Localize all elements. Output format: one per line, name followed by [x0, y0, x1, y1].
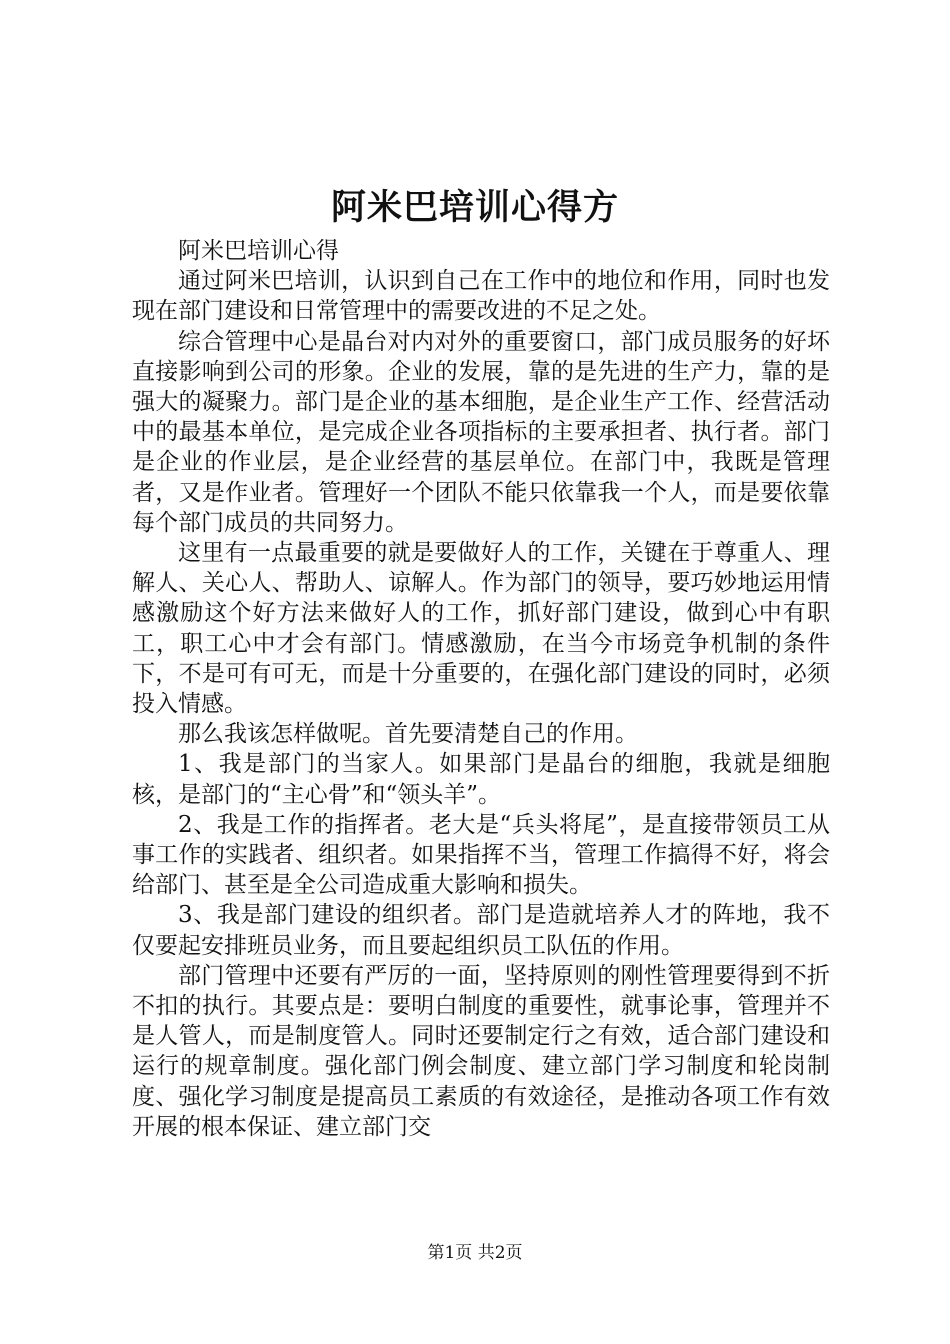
- document-title: 阿米巴培训心得方: [330, 187, 619, 228]
- document-body: [132, 236, 830, 1142]
- page-footer: 第1页 共2页: [427, 1243, 523, 1263]
- paragraph: 部门管理中还要有严厉的一面，坚持原则的刚性管理要得到不折不扣的执行。其要点是：要明白制度的重要性，就事论事，管理并不是人管人，而是制度管人。同时还要制定行之有效，适合部门建设和运行的规章制度。强化部门例会制度、建立部门学习制度和轮岗制度、强化学习制度是提高员工素质的有效途径，是推动各项工作有效开展的根本保证、建立部门交: [132, 962, 830, 1140]
- paragraph: 综合管理中心是晶台对内对外的重要窗口，部门成员服务的好坏直接影响到公司的形象。企业的发展，靠的是先进的生产力，靠的是强大的凝聚力。部门是企业的基本细胞，是企业生产工作、经营活动中的最基本单位，是完成企业各项指标的主要承担者、执行者。部门是企业的作业层，是企业经营的基层单位。在部门中，我既是管理者，又是作业者。管理好一个团队不能只依靠我一个人，而是要依靠每个部门成员的共同努力。: [132, 328, 830, 536]
- paragraph-subtitle: 阿米巴培训心得: [178, 238, 339, 264]
- paragraph: 这里有一点最重要的就是要做好人的工作，关键在于尊重人、理解人、关心人、帮助人、谅解人。作为部门的领导，要巧妙地运用情感激励这个好方法来做好人的工作，抓好部门建设，做到心中有职工，职工心中才会有部门。情感激励，在当今市场竞争机制的条件下，不是可有可无，而是十分重要的，在强化部门建设的同时，必须投入情感。: [132, 540, 830, 718]
- list-item: 3、我是部门建设的组织者。部门是造就培养人才的阵地，我不仅要起安排班员业务，而且要起组织员工队伍的作用。: [132, 902, 830, 959]
- list-item: 2、我是工作的指挥者。老大是“兵头将尾”，是直接带领员工从事工作的实践者、组织者。如果指挥不当，管理工作搞得不好，将会给部门、甚至是全公司造成重大影响和损失。: [132, 811, 830, 899]
- paragraph: 那么我该怎样做呢。首先要清楚自己的作用。: [178, 721, 638, 748]
- list-item: 1、我是部门的当家人。如果部门是晶台的细胞，我就是细胞核，是部门的“主心骨”和“领头羊”。: [132, 751, 830, 808]
- paragraph: 通过阿米巴培训，认识到自己在工作中的地位和作用，同时也发现在部门建设和日常管理中的需要改进的不足之处。: [132, 268, 830, 325]
